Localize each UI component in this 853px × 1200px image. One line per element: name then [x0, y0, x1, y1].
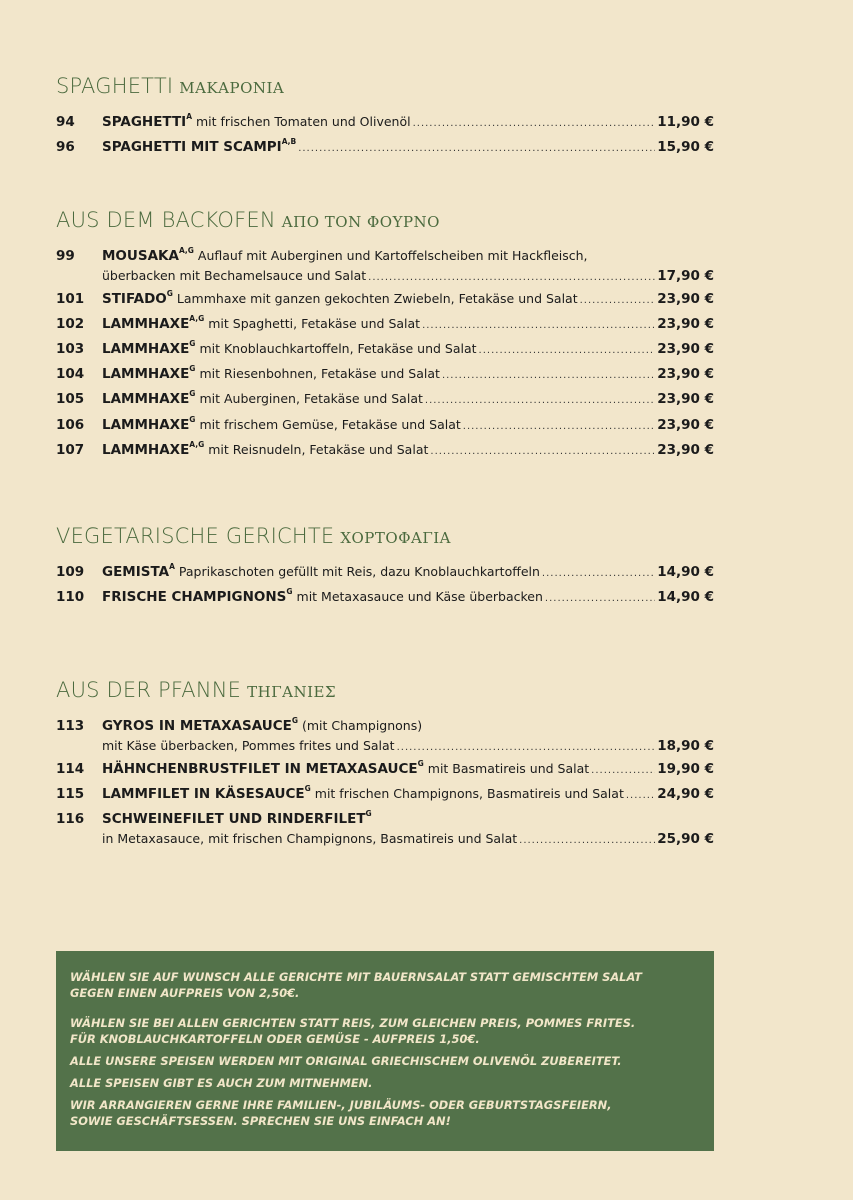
- item-description: Paprikaschoten gefüllt mit Reis, dazu Knoblauchkartoffeln: [178, 564, 540, 579]
- allergen-code: A: [186, 112, 192, 121]
- menu-item: [56, 442, 714, 467]
- section-title-text: AUS DER PFANNE: [56, 678, 242, 702]
- item-description: Auflauf mit Auberginen und Kartoffelscheiben mit Hackfleisch,: [197, 248, 588, 263]
- item-name: $LAMMHAXE^G$: [102, 389, 196, 407]
- leader-dots: [626, 790, 655, 801]
- menu-item: [56, 589, 714, 614]
- item-name: $LAMMHAXE^G$: [102, 364, 196, 382]
- menu-item: [56, 341, 714, 366]
- section-title-greek: ΑΠΟ ΤΟΝ ΦΟΥΡΝΟ: [281, 213, 440, 231]
- item-price: 17,90 €: [657, 268, 714, 284]
- section-title-text: SPAGHETTI: [56, 74, 174, 98]
- item-description: mit Basmatireis und Salat: [427, 761, 590, 776]
- item-name: $MOUSAKA^{A,G}$: [102, 246, 194, 264]
- item-price: 23,90 €: [657, 417, 714, 433]
- leader-dots: [430, 446, 655, 457]
- allergen-code: A,G: [189, 440, 205, 449]
- leader-dots: [422, 320, 655, 331]
- item-number: 96: [56, 139, 75, 155]
- item-price: 11,90 €: [657, 114, 714, 130]
- menu-item: [56, 811, 714, 850]
- item-price: 23,90 €: [657, 366, 714, 382]
- item-price: 23,90 €: [657, 316, 714, 332]
- allergen-code: G: [304, 784, 311, 793]
- info-paragraph: ALLE UNSERE SPEISEN WERDEN MIT ORIGINAL GRIECHISCHEM OLIVENÖL ZUBEREITET.: [70, 1054, 622, 1068]
- menu-item: [56, 786, 714, 811]
- section-title-greek: ΜΑΚΑΡΟΝΙΑ: [179, 79, 285, 97]
- allergen-code: A: [169, 562, 175, 571]
- allergen-code: G: [365, 809, 372, 818]
- item-number: 115: [56, 786, 85, 802]
- leader-dots: [591, 765, 655, 776]
- menu-item: [56, 248, 714, 287]
- item-number: 104: [56, 366, 85, 382]
- allergen-code: G: [417, 759, 424, 768]
- item-price: 25,90 €: [657, 831, 714, 847]
- item-name: $LAMMHAXE^G$: [102, 415, 196, 433]
- item-description: mit Reisnudeln, Fetakäse und Salat: [208, 442, 429, 457]
- item-price: 15,90 €: [657, 139, 714, 155]
- section-title-pfanne: [56, 678, 336, 702]
- item-number: 101: [56, 291, 85, 307]
- allergen-code: G: [189, 339, 196, 348]
- item-price: 23,90 €: [657, 341, 714, 357]
- item-price: 24,90 €: [657, 786, 714, 802]
- item-price: 14,90 €: [657, 564, 714, 580]
- allergen-code: G: [286, 587, 293, 596]
- item-price: 23,90 €: [657, 391, 714, 407]
- item-name: $STIFADO^G$: [102, 289, 173, 307]
- menu-item: [56, 417, 714, 442]
- menu-item: [56, 761, 714, 786]
- item-description: mit Auberginen, Fetakäse und Salat: [199, 391, 423, 406]
- allergen-code: G: [291, 716, 298, 725]
- leader-dots: [519, 835, 655, 846]
- section-title-text: VEGETARISCHE GERICHTE: [56, 524, 335, 548]
- item-description-cont: in Metaxasauce, mit frischen Champignons, Basmatireis und Salat: [102, 831, 518, 846]
- section-title-spaghetti: [56, 74, 284, 98]
- item-name: SCHWEINEFILET UND $RINDERFILET^G$: [102, 809, 372, 827]
- allergen-code: G: [166, 289, 173, 298]
- item-number: 99: [56, 248, 75, 264]
- menu-item: [56, 366, 714, 391]
- item-name: $GEMISTA^A$: [102, 562, 175, 580]
- info-paragraph: WIR ARRANGIEREN GERNE IHRE FAMILIEN-, JUBILÄUMS- ODER GEBURTSTAGSFEIERN, SOWIE GESCHÄFTSESSEN. SPRECHEN SIE UNS EINFACH AN!: [70, 1098, 612, 1128]
- info-paragraph: WÄHLEN SIE AUF WUNSCH ALLE GERICHTE MIT BAUERNSALAT STATT GEMISCHTEM SALAT GEGEN EINEN AUFPREIS VON 2,50€.: [70, 970, 642, 1000]
- item-number: 114: [56, 761, 85, 777]
- item-price: 23,90 €: [657, 442, 714, 458]
- section-title-backofen: [56, 208, 440, 232]
- menu-item: [56, 139, 714, 164]
- item-name: GYROS IN $METAXASAUCE^G$: [102, 716, 298, 734]
- menu-item: [56, 718, 714, 757]
- menu-item: [56, 291, 714, 316]
- allergen-code: A,B: [281, 137, 297, 146]
- section-title-vegetarisch: [56, 524, 451, 548]
- leader-dots: [397, 742, 656, 753]
- item-number: 102: [56, 316, 85, 332]
- item-number: 109: [56, 564, 85, 580]
- menu-item: [56, 316, 714, 341]
- leader-dots: [545, 593, 655, 604]
- item-name: $SPAGHETTI^A$: [102, 112, 192, 130]
- item-number: 94: [56, 114, 75, 130]
- item-number: 105: [56, 391, 85, 407]
- info-paragraph: WÄHLEN SIE BEI ALLEN GERICHTEN STATT REIS, ZUM GLEICHEN PREIS, POMMES FRITES. FÜR KNOBLAUCHKARTOFFELN ODER GEMÜSE - AUFPREIS 1,50€.: [70, 1016, 636, 1046]
- item-name: FRISCHE $CHAMPIGNONS^G$: [102, 587, 293, 605]
- item-description: mit Spaghetti, Fetakäse und Salat: [208, 316, 421, 331]
- allergen-code: G: [189, 415, 196, 424]
- info-paragraph: ALLE SPEISEN GIBT ES AUCH ZUM MITNEHMEN.: [70, 1076, 373, 1090]
- item-name: LAMMFILET IN $KÄSESAUCE^G$: [102, 784, 311, 802]
- item-description: mit frischen Tomaten und Olivenöl: [196, 114, 411, 129]
- leader-dots: [463, 421, 655, 432]
- item-description: mit Knoblauchkartoffeln, Fetakäse und Salat: [199, 341, 477, 356]
- leader-dots: [425, 395, 655, 406]
- leader-dots: [580, 295, 656, 306]
- item-price: 19,90 €: [657, 761, 714, 777]
- section-title-greek: ΧΟΡΤΟΦΑΓΙΑ: [340, 529, 451, 547]
- leader-dots: [298, 143, 655, 154]
- allergen-code: G: [189, 364, 196, 373]
- item-description: mit Metaxasauce und Käse überbacken: [296, 589, 543, 604]
- item-description: (mit Champignons): [302, 718, 423, 733]
- item-price: 23,90 €: [657, 291, 714, 307]
- leader-dots: [442, 370, 655, 381]
- item-description: Lammhaxe mit ganzen gekochten Zwiebeln, Fetakäse und Salat: [176, 291, 578, 306]
- item-description: mit frischem Gemüse, Fetakäse und Salat: [199, 417, 461, 432]
- item-description-cont: mit Käse überbacken, Pommes frites und Salat: [102, 738, 395, 753]
- item-number: 103: [56, 341, 85, 357]
- item-name: SPAGHETTI MIT $SCAMPI^{A,B}$: [102, 137, 297, 155]
- section-title-text: AUS DEM BACKOFEN: [56, 208, 276, 232]
- item-number: 113: [56, 718, 85, 734]
- menu-item: [56, 391, 714, 416]
- item-name: HÄHNCHENBRUSTFILET IN $METAXASAUCE^G$: [102, 759, 424, 777]
- allergen-code: G: [189, 389, 196, 398]
- allergen-code: A,G: [189, 314, 205, 323]
- allergen-code: A,G: [178, 246, 194, 255]
- info-box: [56, 951, 714, 1151]
- item-price: 14,90 €: [657, 589, 714, 605]
- leader-dots: [479, 345, 656, 356]
- menu-item: [56, 564, 714, 589]
- item-number: 106: [56, 417, 85, 433]
- item-number: 107: [56, 442, 85, 458]
- item-description: mit frischen Champignons, Basmatireis und Salat: [314, 786, 624, 801]
- item-description-cont: überbacken mit Bechamelsauce und Salat: [102, 268, 367, 283]
- item-name: $LAMMHAXE^{A,G}$: [102, 314, 205, 332]
- section-title-greek: ΤΗΓΑΝΙΕΣ: [247, 683, 337, 701]
- leader-dots: [368, 272, 655, 283]
- item-price: 18,90 €: [657, 738, 714, 754]
- item-name: $LAMMHAXE^{A,G}$: [102, 440, 205, 458]
- item-number: 116: [56, 811, 85, 827]
- leader-dots: [542, 568, 655, 579]
- menu-item: [56, 114, 714, 139]
- item-number: 110: [56, 589, 85, 605]
- leader-dots: [413, 118, 656, 129]
- item-description: mit Riesenbohnen, Fetakäse und Salat: [199, 366, 440, 381]
- item-name: $LAMMHAXE^G$: [102, 339, 196, 357]
